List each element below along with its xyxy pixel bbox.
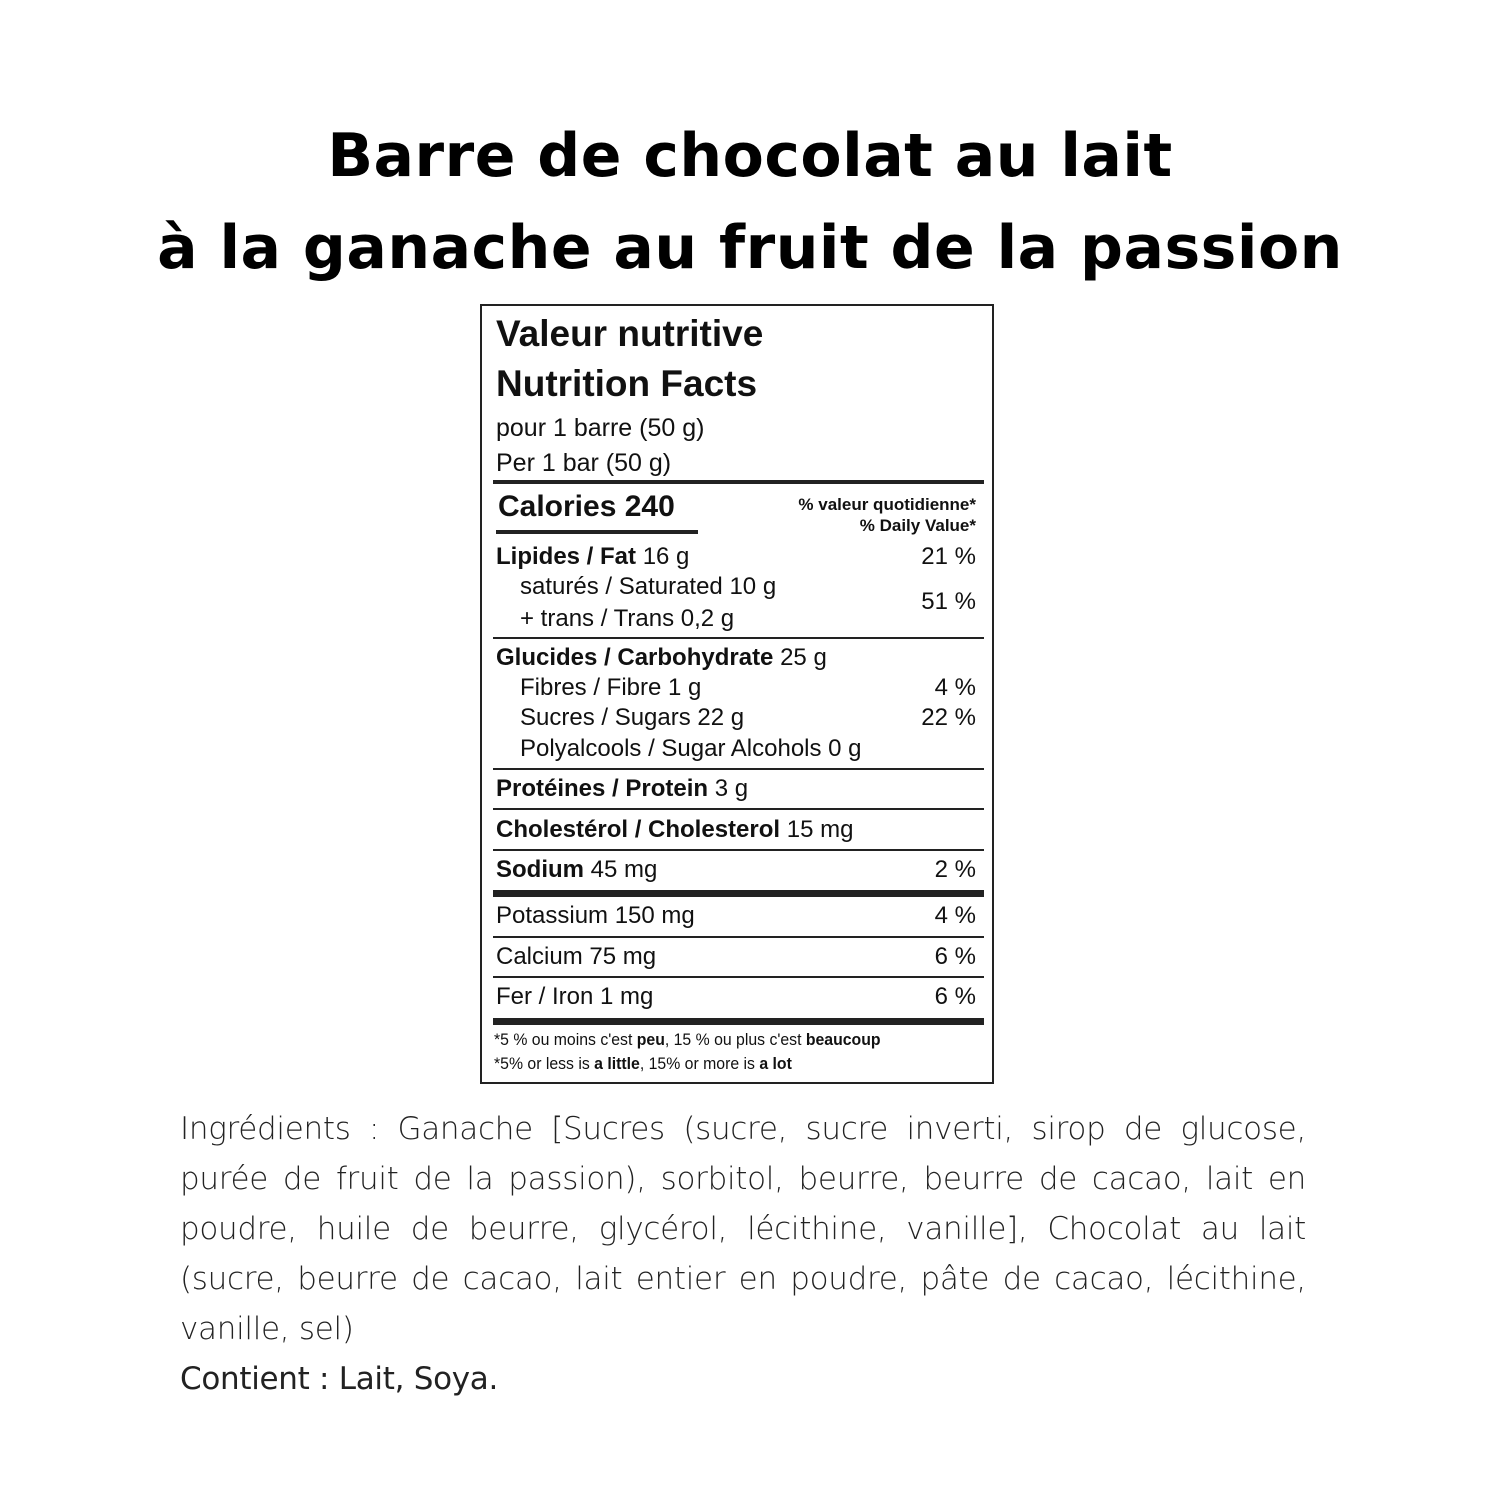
potassium-label: Potassium 150 mg [496, 902, 695, 929]
footnote-fr [494, 1028, 881, 1052]
sodium-amount: 45 mg [590, 856, 658, 883]
nutrition-heading-fr: Valeur nutritive [496, 313, 764, 354]
divider [493, 808, 984, 810]
fat-row [496, 542, 976, 572]
divider [493, 637, 984, 639]
sugars-label: Sucres / Sugars 22 g [520, 704, 745, 731]
carb-amount: 25 g [780, 644, 827, 671]
footnote-text: , 15% or more is [639, 1054, 760, 1073]
divider-thick [493, 1018, 984, 1025]
footnote-en [494, 1052, 792, 1076]
sugars-row [520, 703, 976, 733]
daily-value-header [798, 494, 976, 536]
sodium-row [496, 855, 976, 885]
carb-label: Glucides / Carbohydrate [496, 644, 774, 671]
fibre-label: Fibres / Fibre 1 g [520, 674, 702, 701]
protein-row [496, 774, 976, 804]
sodium-dv: 2 % [934, 856, 976, 883]
fibre-row [520, 673, 976, 703]
footnote-text: , 15 % ou plus c'est [664, 1030, 806, 1049]
serving-size-en: Per 1 bar (50 g) [496, 449, 672, 477]
potassium-row [496, 901, 976, 931]
sugars-dv: 22 % [921, 704, 976, 731]
allergens-statement: Contient : Lait, Soya. [180, 1361, 499, 1397]
daily-value-header-en: % Daily Value* [859, 516, 976, 535]
calories-underline [496, 530, 698, 534]
potassium-dv: 4 % [934, 902, 976, 929]
footnote-text: *5 % ou moins c'est [494, 1030, 637, 1049]
footnote-text: *5% or less is [494, 1054, 595, 1073]
divider [493, 936, 984, 938]
product-title-line2: à la ganache au fruit de la passion [157, 213, 1343, 283]
cholesterol-amount: 15 mg [786, 816, 854, 843]
trans-row: + trans / Trans 0,2 g [520, 605, 735, 632]
calcium-label: Calcium 75 mg [496, 943, 657, 970]
divider [493, 976, 984, 978]
fat-amount: 16 g [642, 543, 690, 570]
footnote-emphasis: peu [636, 1030, 665, 1049]
sat-trans-dv: 51 % [921, 588, 976, 615]
fibre-dv: 4 % [934, 674, 976, 701]
cholesterol-row [496, 815, 976, 845]
divider [493, 849, 984, 851]
fat-dv: 21 % [921, 543, 976, 570]
divider-thick [493, 480, 984, 484]
carbohydrate-row [496, 643, 976, 673]
footnote-emphasis: a little [594, 1054, 640, 1073]
calories: Calories 240 [498, 490, 675, 523]
serving-size-fr: pour 1 barre (50 g) [496, 414, 705, 442]
iron-row [496, 982, 976, 1012]
product-title-line1: Barre de chocolat au lait [327, 121, 1173, 191]
nutrition-heading-en: Nutrition Facts [496, 363, 758, 404]
polyols-row: Polyalcools / Sugar Alcohols 0 g [520, 735, 862, 762]
calcium-dv: 6 % [934, 943, 976, 970]
protein-label: Protéines / Protein [496, 775, 709, 802]
footnote-emphasis: a lot [759, 1054, 792, 1073]
divider-thick [493, 890, 984, 897]
product-title [0, 110, 1500, 294]
sodium-label: Sodium [496, 856, 584, 883]
nutrition-facts-table [480, 304, 994, 1084]
daily-value-header-fr: % valeur quotidienne* [798, 495, 976, 514]
saturated-row: saturés / Saturated 10 g [520, 573, 777, 600]
divider [493, 768, 984, 770]
ingredients-list: Ingrédients : Ganache [Sucres (sucre, sucre inverti, sirop de glucose, purée de fruit de la passion), sorbitol, beurre, beurre de cacao, lait en poudre, huile de beurre, glycérol, lécithine, vanille], Chocolat au lait (sucre, beurre de cacao, lait entier en poudre, pâte de cacao, lécithine, vanille, sel) [180, 1111, 1306, 1347]
protein-amount: 3 g [714, 775, 749, 802]
calcium-row [496, 942, 976, 972]
cholesterol-label: Cholestérol / Cholesterol [496, 816, 781, 843]
iron-label: Fer / Iron 1 mg [496, 983, 654, 1010]
fat-label: Lipides / Fat [496, 543, 637, 570]
iron-dv: 6 % [934, 983, 976, 1010]
footnote-emphasis: beaucoup [805, 1030, 881, 1049]
